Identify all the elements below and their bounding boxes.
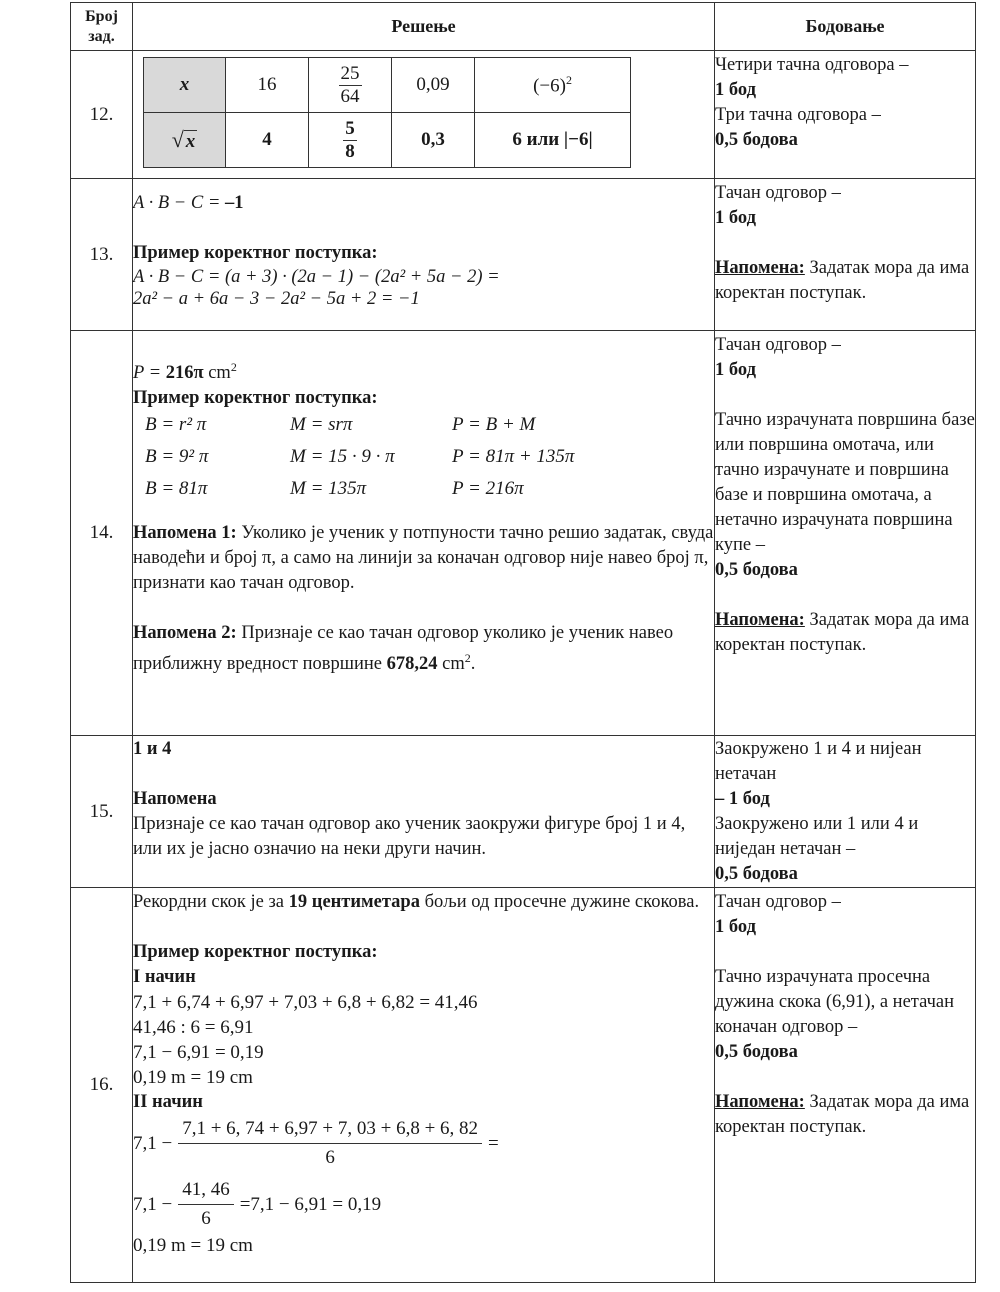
formula: P = 81π + 135π: [452, 446, 575, 468]
solution-cell: [133, 179, 715, 331]
table-row: [71, 888, 976, 1283]
note-text: Признаје се као тачан одговор ако ученик заокружи фигуре број 1 и 4, или их је јасно означио на неки други начин.: [133, 814, 686, 859]
problem-number: 13.: [71, 179, 133, 331]
scoring-text: Четири тачна одговора –: [715, 55, 909, 75]
formula: B = r² π: [145, 414, 207, 436]
solution-step: 7,1 + 6,74 + 6,97 + 7,03 + 6,8 + 6,82 = 41,46: [133, 992, 478, 1013]
sqrt-value: 0,3: [392, 113, 475, 168]
scoring-text: Заокружено или 1 или 4 и ниједан нетачан –: [715, 814, 919, 859]
expr-prefix: 7,1 −: [133, 1194, 173, 1215]
scoring-text: Тачан одговор –: [715, 892, 841, 912]
table-row: [71, 179, 976, 331]
note-label: Напомена:: [715, 258, 805, 278]
solution-cell: [133, 331, 715, 736]
formula: M = 135π: [290, 478, 367, 500]
solution-step: 7,1 − 6,91 = 0,19: [133, 1042, 264, 1063]
inner-row-x: [144, 58, 631, 113]
note-label: Напомена:: [715, 610, 805, 630]
frac-den: 64: [340, 85, 360, 107]
solution-cell: [133, 888, 715, 1283]
answer-expression: P =: [133, 363, 166, 384]
solution-step: [133, 1176, 714, 1233]
answer-value: –1: [224, 193, 244, 213]
scoring-cell: [715, 331, 976, 736]
table-row: [71, 331, 976, 736]
x-value: [309, 58, 392, 113]
note-text: Уколико је ученик у потпуности тачно решио задатак, свуда наводећи и број π, а само на линији за коначан одговор није навео број π, признати као тачан одговор.: [133, 523, 714, 594]
formula: B = 9² π: [145, 446, 209, 468]
frac-num: 25: [340, 62, 360, 84]
note-text: Задатак мора да има коректан поступак.: [715, 258, 970, 303]
formula: P = B + M: [452, 414, 536, 436]
unit-exponent: 2: [464, 651, 471, 666]
header-num-line2: зад.: [88, 27, 115, 45]
header-solution: Решење: [133, 3, 715, 51]
scoring-cell: [715, 888, 976, 1283]
points-label: 1 бод: [715, 360, 756, 380]
frac-den: 8: [345, 140, 355, 162]
solution-cell: [133, 736, 715, 888]
note-label: Напомена 2:: [133, 623, 237, 644]
table-row: [71, 736, 976, 888]
points-label: 1 бод: [715, 208, 756, 228]
header-num-line1: Број: [85, 7, 118, 25]
expr-suffix: =7,1 − 6,91 = 0,19: [239, 1194, 382, 1215]
solution-step: 2a² − a + 6a − 3 − 2a² − 5a + 2 = −1: [133, 289, 420, 309]
answer-value: 19 центиметара: [288, 892, 420, 912]
solution-cell: [133, 51, 715, 179]
method-title: I начин: [133, 967, 196, 987]
note-text: Признаје се као тачан одговор уколико је ученик навео приближну вредност површине: [133, 623, 674, 675]
header-scoring: Бодовање: [715, 3, 976, 51]
label-sqrt-x: [144, 113, 226, 168]
note-text: Задатак мора да има коректан поступак.: [715, 610, 970, 655]
example-title: Пример коректног поступка:: [133, 243, 378, 263]
method-title: II начин: [133, 1092, 203, 1112]
scoring-cell: [715, 736, 976, 888]
formula: M = 15 · 9 · π: [290, 446, 395, 468]
example-title: Пример коректног поступка:: [133, 942, 378, 962]
scoring-text: Заокружено 1 и 4 и нијеан нетачан: [715, 739, 922, 784]
points-label: 0,5 бодова: [715, 864, 798, 884]
inner-row-sqrt: [144, 113, 631, 168]
expr-prefix: 7,1 −: [133, 1133, 173, 1154]
note-label: Напомена 1:: [133, 523, 237, 544]
root-values-table: [143, 57, 631, 168]
solution-step: A · B − C = (a + 3) · (2a − 1) − (2a² + 5a − 2) =: [133, 267, 500, 287]
note-unit: cm: [437, 654, 465, 675]
sqrt-arg: x: [185, 131, 196, 152]
x-value: 16: [226, 58, 309, 113]
frac-den: 6: [325, 1147, 335, 1168]
frac-den: 6: [201, 1208, 211, 1229]
example-title: Пример коректног поступка:: [133, 388, 378, 409]
solution-step: 41,46 : 6 = 6,91: [133, 1017, 254, 1038]
scoring-text: Тачан одговор –: [715, 335, 841, 355]
note-label: Напомена: [133, 789, 217, 809]
table-header-row: [71, 3, 976, 51]
scoring-cell: [715, 179, 976, 331]
sqrt-value: [309, 113, 392, 168]
scoring-cell: [715, 51, 976, 179]
power-base: (−6): [533, 75, 566, 97]
problem-number: 16.: [71, 888, 133, 1283]
formula: P = 216π: [452, 478, 524, 500]
label-x: x: [144, 58, 226, 113]
points-label: 1 бод: [715, 80, 756, 100]
note-value: 678,24: [386, 654, 438, 675]
note-end: .: [470, 654, 476, 675]
note-text: Задатак мора да има коректан поступак.: [715, 1092, 970, 1137]
unit-exponent: 2: [230, 360, 237, 374]
answer-key-page: [70, 2, 975, 1283]
scoring-text: Три тачна одговора –: [715, 105, 881, 125]
sqrt-icon: √: [171, 127, 184, 152]
scoring-table: [70, 2, 976, 1283]
formula: B = 81π: [145, 478, 208, 500]
problem-number: 12.: [71, 51, 133, 179]
answer-unit: cm: [203, 363, 231, 384]
sqrt-value: 6 или |−6|: [475, 113, 631, 168]
solution-step: 0,19 m = 19 cm: [133, 1235, 253, 1256]
answer-value: 216π: [165, 363, 204, 384]
problem-number: 14.: [71, 331, 133, 736]
scoring-text: Тачно израчуната површина базе или површина омотача, или тачно израчунате и површина базе и површина омотача, а нетачно израчуната површина купе –: [715, 410, 975, 555]
frac-num: 7,1 + 6, 74 + 6,97 + 7, 03 + 6,8 + 6, 82: [178, 1115, 482, 1144]
points-label: 0,5 бодова: [715, 1042, 798, 1062]
table-row: [71, 51, 976, 179]
solution-step: [133, 1115, 714, 1172]
formula: M = srπ: [290, 414, 353, 436]
x-value: [475, 58, 631, 113]
scoring-text: Тачан одговор –: [715, 183, 841, 203]
note-label: Напомена:: [715, 1092, 805, 1112]
header-problem-number: [71, 3, 133, 51]
points-label: 0,5 бодова: [715, 560, 798, 580]
sqrt-value: 4: [226, 113, 309, 168]
formula-grid: [133, 411, 714, 503]
scoring-text: Тачно израчуната просечна дужина скока (6,91), а нетачан коначан одговор –: [715, 967, 954, 1037]
frac-num: 41, 46: [178, 1176, 234, 1205]
power-exp: 2: [565, 72, 572, 87]
x-value: 0,09: [392, 58, 475, 113]
answer-text: Рекордни скок је за: [133, 892, 289, 912]
answer-expression: A · B − C =: [133, 193, 225, 213]
frac-num: 5: [345, 117, 355, 139]
points-label: 0,5 бодова: [715, 130, 798, 150]
answer-text: бољи од просечне дужине скокова.: [419, 892, 700, 912]
points-label: – 1 бод: [715, 789, 770, 809]
solution-step: 0,19 m = 19 cm: [133, 1067, 253, 1088]
answer-value: 1 и 4: [133, 739, 172, 759]
problem-number: 15.: [71, 736, 133, 888]
expr-suffix: =: [488, 1133, 499, 1154]
points-label: 1 бод: [715, 917, 756, 937]
